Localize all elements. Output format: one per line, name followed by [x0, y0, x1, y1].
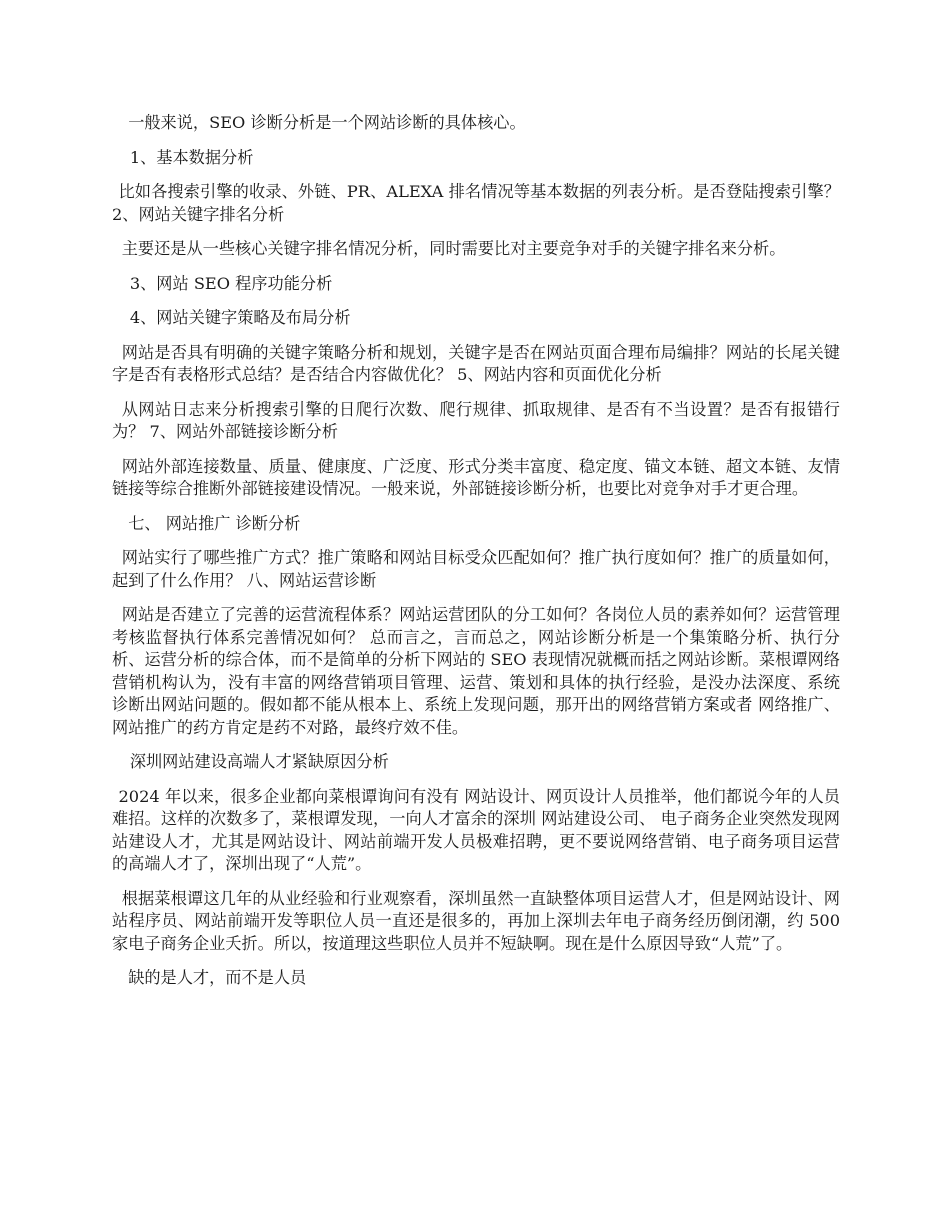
paragraph-intro: 一般来说，SEO 诊断分析是一个网站诊断的具体核心。 [128, 113, 526, 132]
paragraph-industry-observation: 根据菜根谭这几年的从业经验和行业观察看，深圳虽然一直缺整体项目运营人才，但是网站设计、网站程序员、网站前端开发等职位人员一直还是很多的，再加上深圳去年电子商务经历倒闭潮，约 500 家电子商务企业夭折。所以，按道理这些职位人员并不短缺啊。现在是什么原因导致“人荒”了。 [112, 888, 840, 953]
document-page [112, 112, 840, 1002]
heading-seo-program: 3、网站 SEO 程序功能分析 [129, 273, 333, 293]
paragraph-keyword-ranking: 主要还是从一些核心关键字排名情况分析，同时需要比对主要竞争对手的关键字排名来分析。 [121, 239, 786, 258]
heading-promotion: 七、 网站推广 诊断分析 [128, 513, 301, 533]
paragraph-conclusion: 缺的是人才，而不是人员 [128, 968, 307, 987]
paragraph-promotion: 网站实行了哪些推广方式？推广策略和网站目标受众匹配如何？推广执行度如何？推广的质量如何，起到了什么作用？ 八、网站运营诊断 [112, 548, 840, 590]
paragraph-log-analysis: 从网站日志来分析搜索引擎的日爬行次数、爬行规律、抓取规律、是否有不当设置？是否有报错行为？ 7、网站外部链接诊断分析 [112, 399, 840, 441]
paragraph-shenzhen-2024: 2024 年以来，很多企业都向菜根谭询问有没有 网站设计、网页设计人员推举，他们都说今年的人员难招。这样的次数多了，菜根谭发现，一向人才富余的深圳 网站建设公司、 电子商务企业突然发现网站建设人才，尤其是网站设计、网站前端开发人员极难招聘，更不要说网络营销、电子商务项目运营的高端人才了，深圳出现了“人荒”。 [112, 786, 840, 873]
heading-keyword-strategy: 4、网站关键字策略及布局分析 [129, 308, 351, 327]
paragraph-basic-data: 比如各搜索引擎的收录、外链、PR、ALEXA 排名情况等基本数据的列表分析。是否登陆搜索引擎？ 2、网站关键字排名分析 [112, 182, 840, 224]
heading-shenzhen-talent: 深圳网站建设高端人才紧缺原因分析 [129, 752, 389, 771]
paragraph-external-links: 网站外部连接数量、质量、健康度、广泛度、形式分类丰富度、稳定度、锚文本链、超文本链、友情链接等综合推断外部链接建设情况。一般来说，外部链接诊断分析，也要比对竞争对手才更合理。 [112, 456, 840, 498]
paragraph-operations: 网站是否建立了完善的运营流程体系？网站运营团队的分工如何？各岗位人员的素养如何？运营管理考核监督执行体系完善情况如何？ 总而言之，言而总之，网站诊断分析是一个集策略分析、执行分析、运营分析的综合体，而不是简单的分析下网站的 SEO 表现情况就概而括之网站诊断。菜根谭网络营销机构认为，没有丰富的网络营销项目管理、运营、策划和具体的执行经验，是没办法深度、系统诊断出网站问题的。假如都不能从根本上、系统上发现问题，那开出的网络营销方案或者 网络推广、网站推广的药方肯定是药不对路，最终疗效不佳。 [112, 605, 840, 737]
heading-basic-data: 1、基本数据分析 [129, 147, 254, 167]
paragraph-keyword-strategy: 网站是否具有明确的关键字策略分析和规划，关键字是否在网站页面合理布局编排？网站的长尾关键字是否有表格形式总结？是否结合内容做优化？ 5、网站内容和页面优化分析 [112, 342, 840, 384]
